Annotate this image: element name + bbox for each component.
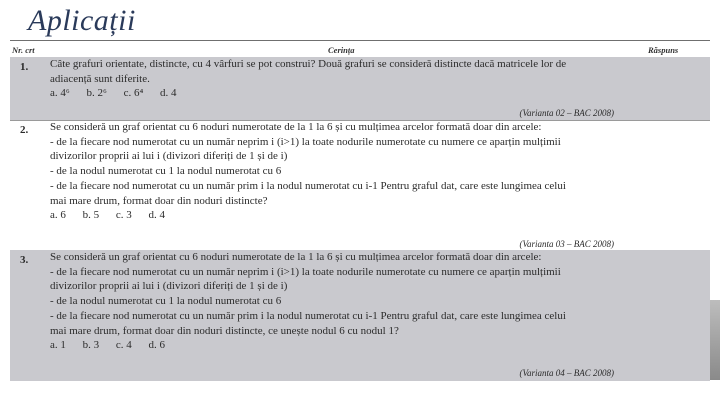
table-row — [10, 250, 710, 381]
option: b. 3 — [82, 339, 100, 352]
answer-options — [50, 208, 630, 223]
row-number: 2. — [20, 124, 29, 136]
header-nr: Nr. crt — [12, 45, 35, 55]
option: c. 3 — [115, 209, 132, 222]
question-line: mai mare drum, format doar din noduri distincte, ce unește nodul 6 cu nodul 1? — [50, 324, 399, 337]
slide-title: Aplicații — [28, 4, 136, 37]
option: c. 4 — [115, 339, 132, 352]
question-line: divizorilor proprii ai lui i (divizori diferiți de 1 și de i) — [50, 280, 288, 293]
question-line: - de la fiecare nod numerotat cu un număr prim i la nodul numerotat cu i-1 Pentru graful dat, care este lungimea celui — [50, 179, 566, 192]
option: d. 4 — [160, 87, 177, 100]
question-line: - de la nodul numerotat cu 1 la nodul numerotat cu 6 — [50, 165, 282, 178]
source-row — [10, 104, 710, 120]
option: c. 6⁴ — [123, 87, 144, 100]
option: d. 6 — [148, 339, 166, 352]
header-cerinta: Cerința — [328, 45, 355, 55]
question-line: Se consideră un graf orientat cu 6 noduri numerotate de la 1 la 6 și cu mulțimea arcelor formată doar din arcele: — [50, 121, 542, 133]
row-number: 1. — [20, 61, 29, 73]
answer-options — [50, 86, 630, 101]
option: a. 1 — [50, 339, 66, 352]
option: b. 5 — [82, 209, 100, 222]
option: b. 2⁶ — [86, 87, 107, 100]
option: d. 4 — [148, 209, 166, 222]
source-note: (Varianta 02 – BAC 2008) — [519, 108, 614, 118]
row-number: 3. — [20, 254, 29, 266]
question-line: mai mare drum, format doar din noduri distincte? — [50, 194, 268, 207]
header-raspuns: Răspuns — [648, 45, 679, 55]
question-line: Se consideră un graf orientat cu 6 noduri numerotate de la 1 la 6 și cu mulțimea arcelor formată doar din arcele: — [50, 251, 542, 263]
row-question — [50, 250, 630, 353]
question-line: - de la nodul numerotat cu 1 la nodul numerotat cu 6 — [50, 295, 282, 308]
question-line: - de la fiecare nod numerotat cu un număr prim i la nodul numerotat cu i-1 Pentru graful dat, care este lungimea celui — [50, 309, 566, 322]
source-note: (Varianta 04 – BAC 2008) — [519, 368, 614, 378]
question-line: Câte grafuri orientate, distincte, cu 4 vârfuri se pot construi? Două grafuri se consideră distincte dacă matricele lor de — [50, 58, 567, 70]
question-line: adiacență sunt diferite. — [50, 72, 150, 85]
option: a. 6 — [50, 209, 66, 222]
answer-options — [50, 338, 630, 353]
row-question — [50, 120, 630, 223]
source-note: (Varianta 03 – BAC 2008) — [519, 239, 614, 249]
question-line: divizorilor proprii ai lui i (divizori diferiți de 1 și de i) — [50, 150, 288, 163]
question-line: - de la fiecare nod numerotat cu un număr neprim i (i>1) la toate nodurile numerotate cu numere ce aparțin mulțimii — [50, 135, 561, 148]
question-line: - de la fiecare nod numerotat cu un număr neprim i (i>1) la toate nodurile numerotate cu numere ce aparțin mulțimii — [50, 265, 561, 278]
table-row — [10, 120, 710, 250]
option: a. 4⁶ — [50, 87, 70, 100]
slide-decoration — [710, 300, 720, 380]
row-question — [50, 57, 630, 101]
